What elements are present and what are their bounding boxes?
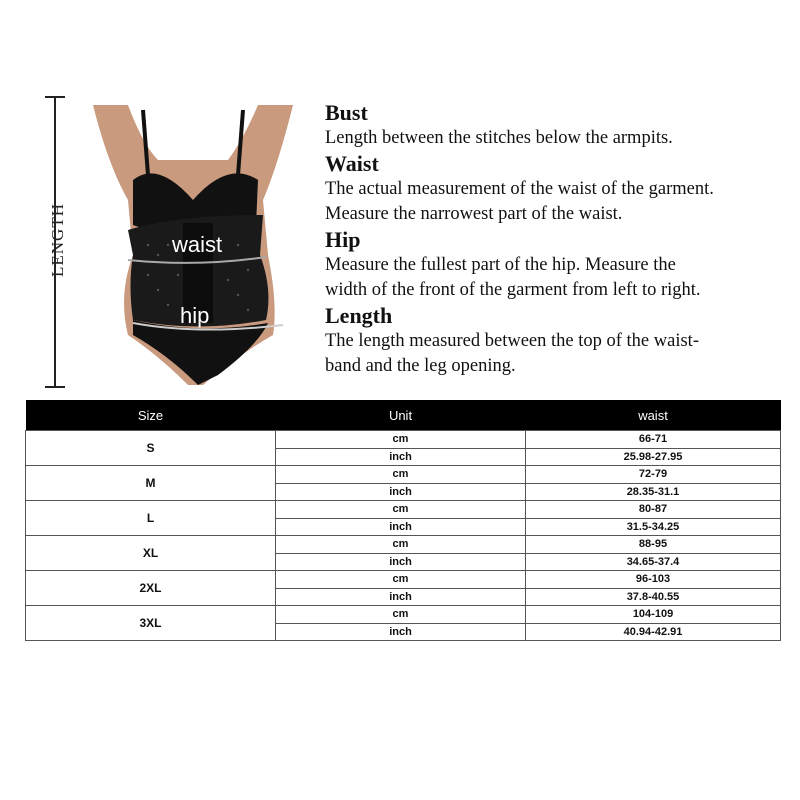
measurement-descriptions: [325, 100, 714, 379]
unit-cell: inch: [276, 448, 526, 466]
waist-inch-cell: 28.35-31.1: [526, 483, 781, 501]
unit-cell: inch: [276, 588, 526, 606]
table-row: [26, 431, 781, 449]
table-row: [26, 606, 781, 624]
waist-desc: The actual measurement of the waist of the garment.: [325, 179, 714, 199]
waist-inch-cell: 40.94-42.91: [526, 623, 781, 641]
size-cell: 3XL: [26, 606, 276, 641]
unit-cell: inch: [276, 518, 526, 536]
header-waist: waist: [526, 400, 781, 431]
waist-inch-cell: 31.5-34.25: [526, 518, 781, 536]
hip-label: hip: [180, 303, 210, 328]
bust-desc: Length between the stitches below the armpits.: [325, 128, 673, 148]
hip-desc: Measure the fullest part of the hip. Measure the: [325, 255, 676, 275]
waist-cm-cell: 88-95: [526, 536, 781, 554]
size-cell: M: [26, 466, 276, 501]
size-cell: XL: [26, 536, 276, 571]
waist-cm-cell: 72-79: [526, 466, 781, 484]
waist-label: waist: [172, 232, 223, 257]
waist-cm-cell: 80-87: [526, 501, 781, 519]
size-cell: S: [26, 431, 276, 466]
bust-title: Bust: [325, 100, 368, 125]
waist-cm-cell: 104-109: [526, 606, 781, 624]
header-unit: Unit: [276, 400, 526, 431]
waist-cm-cell: 66-71: [526, 431, 781, 449]
waist-inch-cell: 25.98-27.95: [526, 448, 781, 466]
length-label: LENGTH: [48, 203, 67, 277]
waist-inch-cell: 34.65-37.4: [526, 553, 781, 571]
length-desc: The length measured between the top of the waist-: [325, 331, 699, 351]
unit-cell: cm: [276, 606, 526, 624]
unit-cell: cm: [276, 501, 526, 519]
unit-cell: inch: [276, 483, 526, 501]
size-table: [25, 400, 781, 641]
waist-inch-cell: 37.8-40.55: [526, 588, 781, 606]
size-cell: L: [26, 501, 276, 536]
size-cell: 2XL: [26, 571, 276, 606]
unit-cell: cm: [276, 571, 526, 589]
unit-cell: inch: [276, 623, 526, 641]
hip-title: Hip: [325, 227, 361, 252]
table-header: [26, 400, 781, 431]
waist-title: Waist: [325, 151, 379, 176]
table-row: [26, 571, 781, 589]
table-row: [26, 501, 781, 519]
unit-cell: cm: [276, 431, 526, 449]
unit-cell: cm: [276, 536, 526, 554]
hip-desc: width of the front of the garment from left to right.: [325, 280, 701, 300]
length-desc: band and the leg opening.: [325, 356, 516, 376]
table-row: [26, 536, 781, 554]
waist-cm-cell: 96-103: [526, 571, 781, 589]
unit-cell: cm: [276, 466, 526, 484]
length-title: Length: [325, 303, 393, 328]
header-size: Size: [26, 400, 276, 431]
waist-desc: Measure the narrowest part of the waist.: [325, 204, 623, 224]
unit-cell: inch: [276, 553, 526, 571]
table-row: [26, 466, 781, 484]
